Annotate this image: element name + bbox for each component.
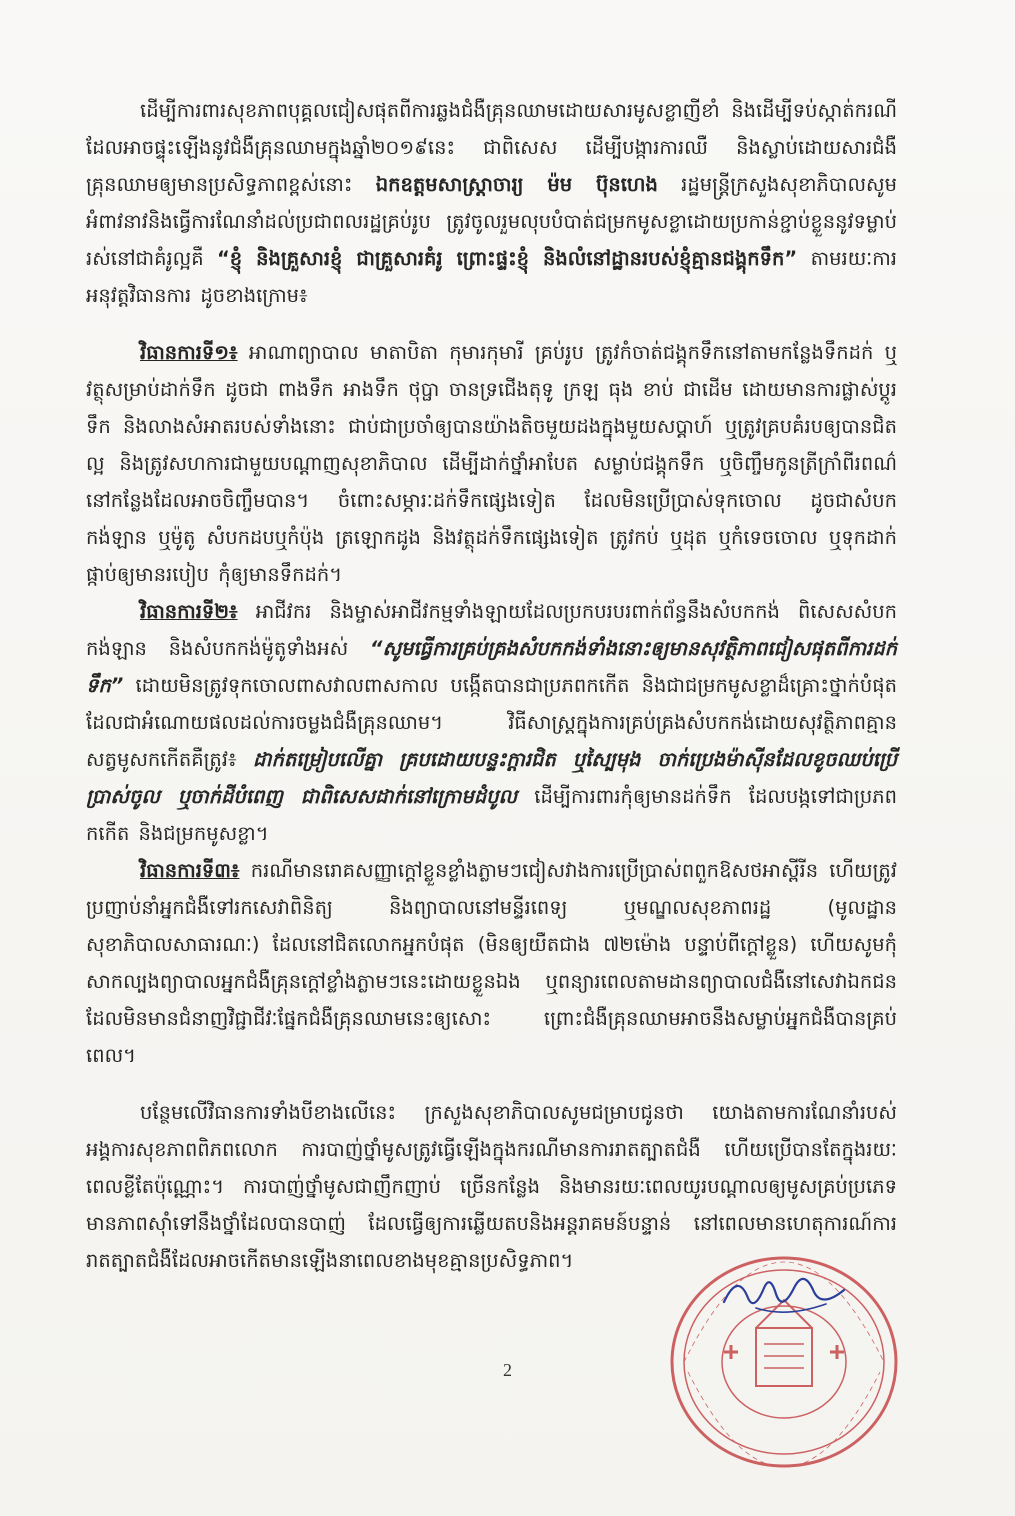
closing-text: បន្ថែមលើវិធានការទាំងបីខាងលើនេះ ក្រសួងសុខាភិបាលសូមជម្រាបជូនថា យោងតាមការណែនាំរបស់អង្គការសុខភាពពិភពលោក ការបាញ់ថ្នាំមូសត្រូវធ្វើឡើងក្នុងករណីមានការរាតត្បាតជំងឺ ហើយប្រើបានតែក្នុងរយៈពេលខ្លីតែប៉ុណ្ណោះ។ ការបាញ់ថ្នាំមូសជាញឹកញាប់ ច្រើនកន្លែង និងមានរយៈពេលយូរបណ្តាលឲ្យមូសគ្រប់ប្រភេទមានភាពស៊ាំទៅនឹងថ្នាំដែលបានបាញ់ ដែលធ្វើឲ្យការឆ្លើយតបនិងអន្តរាគមន៍បន្ទាន់ នៅពេលមានហេតុការណ៍ការរាតត្បាតជំងឺដែលអាចកើតមានឡើងនាពេលខាងមុខគ្មានប្រសិទ្ធភាព។ (86, 1101, 897, 1272)
intro-text-3: តាមរយៈការអនុវត្តវិធានការ ដូចខាងក្រោម៖ (86, 247, 897, 307)
measure-3-heading: វិធានការទី៣៖ (140, 859, 240, 882)
measure-2-paragraph (86, 593, 897, 852)
measure-3-text: ករណីមានរោគសញ្ញាក្តៅខ្លួនខ្លាំងភ្លាមៗជៀសវាងការប្រើប្រាស់ពពួកឱសថអាស្ពីរីន ហើយត្រូវប្រញាប់នាំអ្នកជំងឺទៅរកសេវាពិនិត្យ និងព្យាបាលនៅមន្ទីរពេទ្យ ឬមណ្ឌលសុខភាពរដ្ឋ (មូលដ្ឋានសុខាភិបាលសាធារណៈ) ដែលនៅជិតលោកអ្នកបំផុត (មិនឲ្យយឺតជាង ៧២ម៉ោង បន្ទាប់ពីក្តៅខ្លួន) ហើយសូមកុំសាកល្បងព្យាបាលអ្នកជំងឺគ្រុនក្តៅខ្លាំងភ្លាមៗនេះដោយខ្លួនឯង ឬពន្យារពេលតាមដានព្យាបាលជំងឺនៅសេវាឯកជនដែលមិនមានជំនាញវិជ្ជាជីវៈផ្នែកជំងឺគ្រុនឈាមនេះឲ្យសោះ ព្រោះជំងឺគ្រុនឈាមអាចនឹងសម្លាប់អ្នកជំងឺបានគ្រប់ពេល។ (86, 859, 897, 1067)
measure-3-paragraph (86, 852, 897, 1074)
page-number: 2 (503, 1360, 512, 1380)
measure-2-heading: វិធានការទី២៖ (140, 600, 238, 623)
intro-text-1: ដើម្បីការពារសុខភាពបុគ្គលជៀសផុតពីការឆ្លងជំងឺគ្រុនឈាមដោយសារមូសខ្លាញីខាំ និងដើម្បីទប់ស្កាត់ករណីដែលអាចផ្ទុះឡើងនូវជំងឺគ្រុនឈាមក្នុងឆ្នាំ២០១៩នេះ ជាពិសេស ដើម្បីបង្ការការឈឺ និងស្លាប់ដោយសារជំងឺគ្រុនឈាមឲ្យមានប្រសិទ្ធភាពខ្ពស់នោះ (86, 99, 897, 196)
measure-2-italic-1: “សូមធ្វើការគ្រប់គ្រងសំបកកង់ទាំងនោះឲ្យមានសុវត្ថិភាពជៀសផុតពីការដក់ទឹក” (86, 637, 897, 697)
measure-1-paragraph (86, 334, 897, 593)
intro-text-2: រដ្ឋមន្ត្រីក្រសួងសុខាភិបាលសូមអំពាវនាវនិងធ្វើការណែនាំដល់ប្រជាពលរដ្ឋគ្រប់រូប ត្រូវចូលរួមលុបបំបាត់ជម្រកមូសខ្លាដោយប្រកាន់ខ្ជាប់ខ្លួននូវទម្លាប់រស់នៅជាគំរូល្អគឺ (86, 173, 897, 270)
measure-2-text-3: ដើម្បីការពារកុំឲ្យមានដក់ទឹក ដែលបង្កទៅជាប្រភពកកើត និងជម្រកមូសខ្លា។ (86, 785, 897, 845)
measure-1-heading: វិធានការទី១៖ (140, 341, 238, 364)
measure-2-text-1: អាជីវករ និងម្ចាស់អាជីវកម្មទាំងឡាយដែលប្រកបរបរពាក់ព័ន្ធនឹងសំបកកង់ ពិសេសសំបកកង់ឡាន និងសំបកកង់ម៉ូតូទាំងអស់ (86, 600, 897, 660)
measure-1-text: អាណាព្យាបាល មាតាបិតា កុមារកុមារី គ្រប់រូប ត្រូវកំចាត់ជង្គុកទឹកនៅតាមកន្លែងទឹកដក់ ឬវត្ថុសម្រាប់ដាក់ទឹក ដូចជា ពាងទឹក អាងទឹក ថុប្ផា ចានទ្រជើងតុទូ ក្រឡ ធុង ខាប់ ជាដើម ដោយមានការផ្លាស់ប្តូរទឹក និងលាងសំអាតរបស់ទាំងនោះ ជាប់ជាប្រចាំឲ្យបានយ៉ាងតិចមួយដងក្នុងមួយសប្តាហ៍ ឬត្រូវគ្របគំរបឲ្យបានជិតល្អ និងត្រូវសហការជាមួយបណ្តាញសុខាភិបាល ដើម្បីដាក់ថ្នាំអាបែត សម្លាប់ជង្គុកទឹក ឬចិញ្ចឹមកូនត្រីក្រាំពីរពណ៌នៅកន្លែងដែលអាចចិញ្ចឹមបាន។ ចំពោះសម្ភារៈដក់ទឹកផ្សេងទៀត ដែលមិនប្រើប្រាស់ទុកចោល ដូចជាសំបកកង់ឡាន ឬម៉ូតូ សំបកដបឬកំប៉ុង ត្រឡោកដូង និងវត្ថុដក់ទឹកផ្សេងទៀត ត្រូវកប់ ឬដុត ឬកំទេចចោល ឬទុកដាក់ផ្កាប់ឲ្យមានរបៀប កុំឲ្យមានទឹកដក់។ (86, 341, 897, 586)
signature (716, 1262, 856, 1332)
measure-2-text-2: ដោយមិនត្រូវទុកចោលពាសវាលពាសកាល បង្កើតបានជាប្រភពកកើត និងជាជម្រកមូសខ្លាដ៏គ្រោះថ្នាក់បំផុត ដែលជាអំណោយផលដល់ការចម្លងជំងឺគ្រុនឈាម។ វិធីសាស្ត្រក្នុងការគ្រប់គ្រងសំបកកង់ដោយសុវត្ថិភាពគ្មានសត្វមូសកកើតគឺត្រូវ៖ (86, 674, 897, 771)
minister-name: ឯកឧត្តមសាស្ត្រាចារ្យ ម៉ម ប៊ុនហេង (375, 173, 658, 196)
slogan: “ខ្ញុំ និងគ្រួសារខ្ញុំ ជាគ្រួសារគំរូ ព្រោះផ្ទះខ្ញុំ និងលំនៅដ្ឋានរបស់ខ្ញុំគ្មានជង្គុកទឹក” (216, 247, 798, 270)
measure-2-italic-2: ដាក់តម្រៀបលើគ្នា គ្របដោយបន្ទះក្តារជិត ឬស្បៃមុង ចាក់ប្រេងម៉ាស៊ីនដែលខូចឈប់ប្រើប្រាស់ចូល ឬចាក់ដីបំពេញ ជាពិសេសដាក់នៅក្រោមដំបូល (86, 748, 898, 808)
intro-paragraph (86, 92, 897, 314)
